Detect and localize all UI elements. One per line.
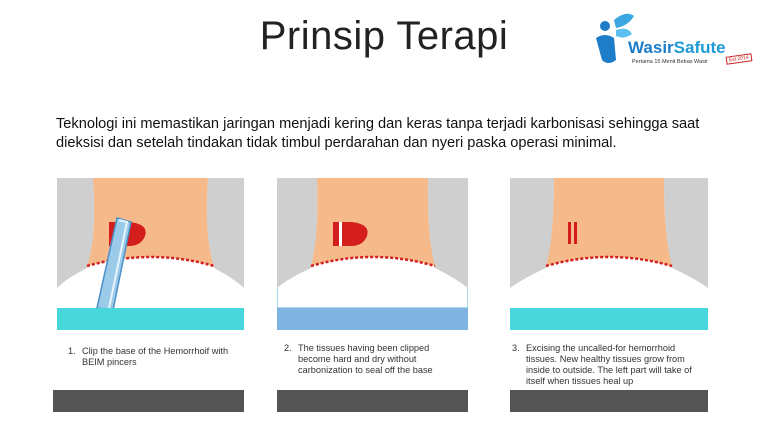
logo-name-part1: Wasir <box>628 38 674 57</box>
step-1-text: Clip the base of the Hemorrhoif with BEIM pincers <box>82 346 229 367</box>
logo-wordmark <box>628 38 726 58</box>
step-2-footer-bar <box>277 390 468 412</box>
step-2-number: 2. <box>284 343 292 353</box>
step-3-band <box>510 308 708 330</box>
logo <box>592 8 762 78</box>
step-3-footer-bar <box>510 390 708 412</box>
step-1-footer-bar <box>53 390 244 412</box>
step-3-illustration <box>510 178 708 308</box>
logo-stamp: Est.2014 <box>726 53 753 65</box>
step-1-band <box>57 308 244 330</box>
step-2-text: The tissues having been clipped become hard and dry without carbonization to seal off the base <box>298 343 433 375</box>
step-3-number: 3. <box>512 343 520 353</box>
intro-paragraph: Teknologi ini memastikan jaringan menjadi kering dan keras tanpa terjadi karbonisasi sehingga saat dieksisi dan setelah tindakan tidak timbul perdarahan dan nyeri paska operasi minimal. <box>56 116 700 151</box>
logo-name-part2: Safute <box>673 38 726 57</box>
step-3-text: Excising the uncalled-for hemorrhoid tissues. New healthy tissues grow from inside to outside. The left part will take of itself when tissues heal up <box>526 343 692 386</box>
page-title: Prinsip Terapi <box>259 14 509 58</box>
step-1-illustration <box>57 178 244 308</box>
logo-tagline: Pertama 15 Menit Bebas Wasir <box>632 59 708 65</box>
step-2-illustration <box>277 178 468 308</box>
step-2-band <box>277 308 468 330</box>
step-1-number: 1. <box>68 346 76 356</box>
